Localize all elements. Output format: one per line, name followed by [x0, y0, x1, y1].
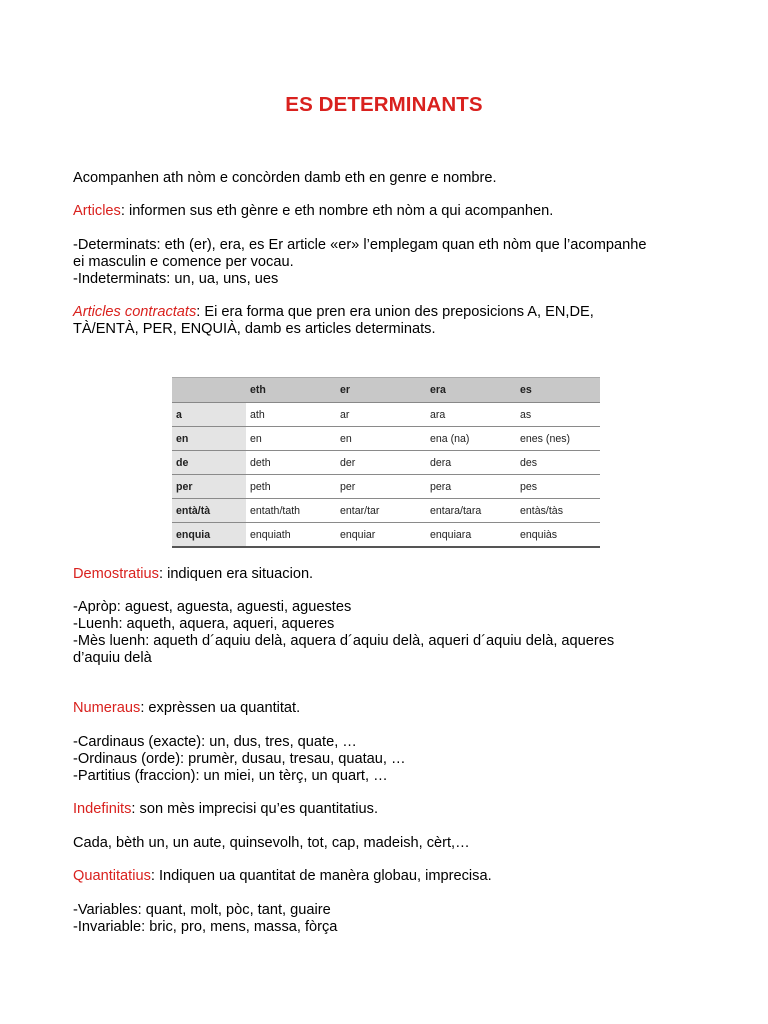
mes-luenh-line-1: -Mès luenh: aqueth d´aquiu delà, aquera d´aquiu delà, aqueri d´aquiu delà, aqueres: [73, 633, 615, 649]
contractats-paragraph: [73, 304, 594, 321]
table-cell: des: [516, 451, 600, 475]
table-row-header: per: [172, 475, 246, 499]
demostratius-label: Demostratius: [73, 566, 159, 582]
table-cell: entar/tar: [336, 499, 426, 523]
table-cell: ar: [336, 403, 426, 427]
table-cell: entara/tara: [426, 499, 516, 523]
table-cell: pes: [516, 475, 600, 499]
quantitatius-label: Quantitatius: [73, 868, 151, 884]
indefinits-label: Indefinits: [73, 801, 132, 817]
quantitatius-text: : Indiquen ua quantitat de manèra globau, imprecisa.: [150, 868, 492, 884]
table-cell: as: [516, 403, 600, 427]
table-header-cell: er: [336, 378, 426, 403]
table-header-cell: es: [516, 378, 600, 403]
contracted-articles-table: [172, 377, 600, 548]
table-cell: enquiath: [246, 523, 336, 548]
demostratius-text: : indiquen era situacion.: [158, 566, 314, 582]
table-header-cell: eth: [246, 378, 336, 403]
mes-luenh-line-2: d’aquiu delà: [73, 650, 152, 666]
table-cell: der: [336, 451, 426, 475]
table-cell: enquiara: [426, 523, 516, 548]
indefinits-paragraph: [73, 801, 378, 818]
contractats-label: Articles contractats: [73, 304, 197, 320]
intro-text: Acompanhen ath nòm e concòrden damb eth en genre e nombre.: [73, 170, 497, 186]
table-row-header: entà/tà: [172, 499, 246, 523]
table-row: [172, 403, 600, 427]
table-cell: ena (na): [426, 427, 516, 451]
page-title: ES DETERMINANTS: [285, 93, 483, 116]
quantitatius-paragraph: [73, 868, 492, 885]
table-cell: entath/tath: [246, 499, 336, 523]
table-cell: ara: [426, 403, 516, 427]
ordinaus-line: -Ordinaus (orde): prumèr, dusau, tresau, quatau, …: [73, 751, 406, 767]
table-row: [172, 499, 600, 523]
table-cell: enquiar: [336, 523, 426, 548]
table-header-cell: [172, 378, 246, 403]
aprop-line: -Apròp: aguest, aguesta, aguesti, aguestes: [73, 599, 352, 615]
determinats-line-1: -Determinats: eth (er), era, es Er article «er» l’emplegam quan eth nòm que l’acompanhe: [73, 237, 647, 253]
table-row-header: enquia: [172, 523, 246, 548]
table-cell: en: [336, 427, 426, 451]
numeraus-label: Numeraus: [73, 700, 141, 716]
table-cell: ath: [246, 403, 336, 427]
table-cell: entàs/tàs: [516, 499, 600, 523]
articles-text: : informen sus eth gènre e eth nombre eth nòm a qui acompanhen.: [120, 203, 554, 219]
partitius-line: -Partitius (fraccion): un miei, un tèrç, un quart, …: [73, 768, 388, 784]
table-row-header: en: [172, 427, 246, 451]
numeraus-text: : exprèssen ua quantitat.: [140, 700, 301, 716]
cardinaus-line: -Cardinaus (exacte): un, dus, tres, quate, …: [73, 734, 357, 750]
contractats-text-2: TÀ/ENTÀ, PER, ENQUIÀ, damb es articles determinats.: [73, 321, 436, 337]
indefinits-examples: Cada, bèth un, un aute, quinsevolh, tot, cap, madeish, cèrt,…: [73, 835, 470, 851]
contractats-text-1: : Ei era forma que pren era union des preposicions A, EN,DE,: [196, 304, 594, 320]
table-header-row: [172, 378, 600, 403]
table-header-cell: era: [426, 378, 516, 403]
indeterminats-line: -Indeterminats: un, ua, uns, ues: [73, 271, 279, 287]
indefinits-text: : son mès imprecisi qu’es quantitatius.: [131, 801, 379, 817]
table-row-header: a: [172, 403, 246, 427]
table-row-header: de: [172, 451, 246, 475]
table-row: [172, 475, 600, 499]
articles-paragraph: [73, 203, 553, 220]
table-cell: enes (nes): [516, 427, 600, 451]
table-row: [172, 427, 600, 451]
invariable-line: -Invariable: bric, pro, mens, massa, fòrça: [73, 919, 338, 935]
luenh-line: -Luenh: aqueth, aquera, aqueri, aqueres: [73, 616, 335, 632]
determinats-line-2: ei masculin e comence per vocau.: [73, 254, 294, 270]
table-cell: en: [246, 427, 336, 451]
table-cell: enquiàs: [516, 523, 600, 548]
table-row: [172, 523, 600, 548]
table-row: [172, 451, 600, 475]
variables-line: -Variables: quant, molt, pòc, tant, guaire: [73, 902, 331, 918]
table-cell: pera: [426, 475, 516, 499]
table-cell: per: [336, 475, 426, 499]
numeraus-paragraph: [73, 700, 300, 717]
demostratius-paragraph: [73, 566, 313, 583]
table-cell: deth: [246, 451, 336, 475]
table-cell: peth: [246, 475, 336, 499]
articles-label: Articles: [73, 203, 121, 219]
table-cell: dera: [426, 451, 516, 475]
